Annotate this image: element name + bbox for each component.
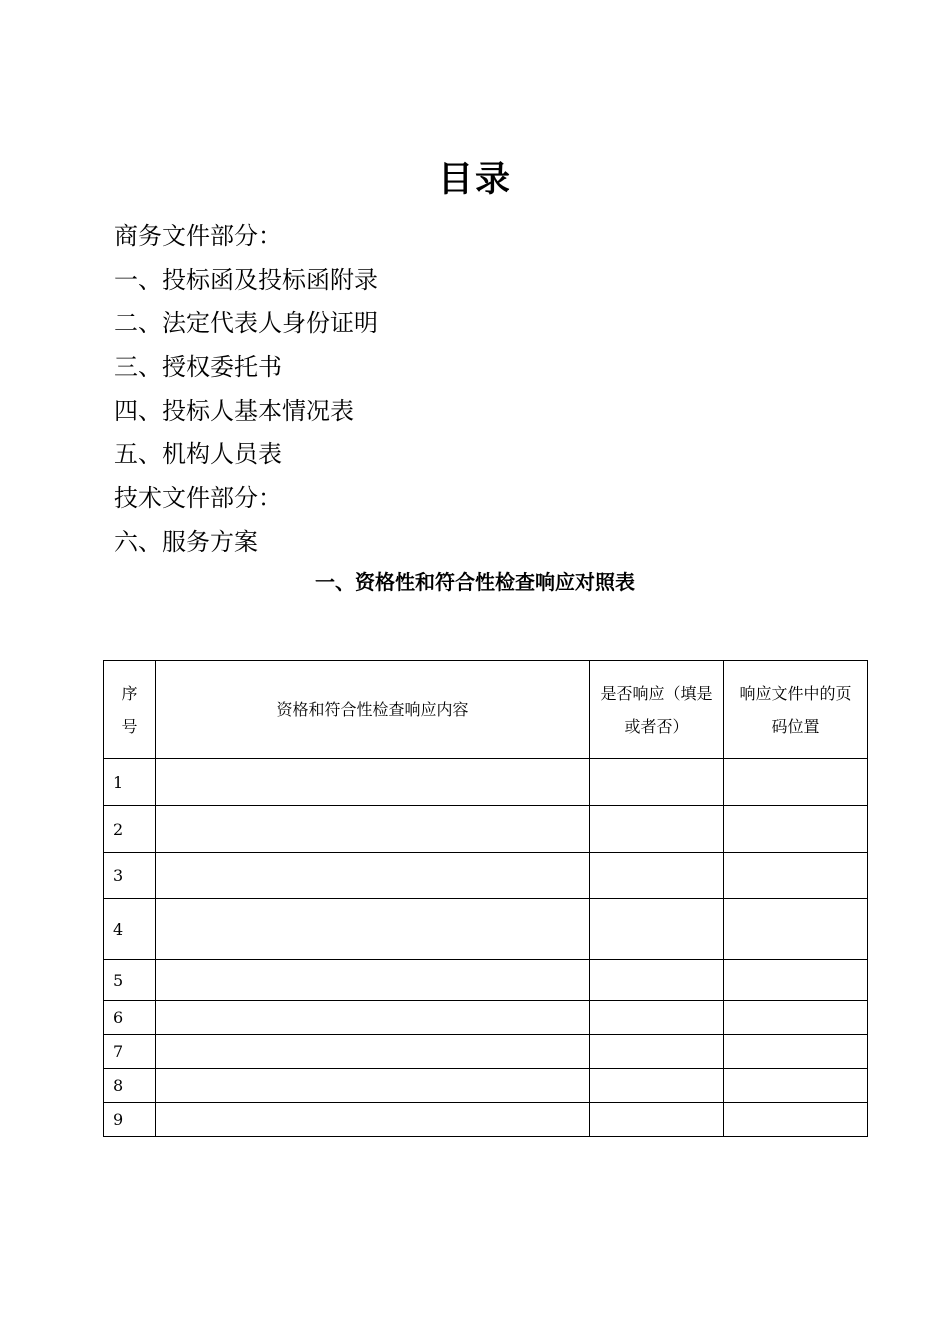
header-content: 资格和符合性检查响应内容 (156, 661, 590, 759)
toc-item-service-plan: 六、服务方案 (114, 527, 258, 556)
table-row (104, 806, 868, 853)
table-row (104, 853, 868, 899)
header-seq-label: 序号 (121, 683, 138, 736)
row-page-cell[interactable] (724, 1001, 868, 1035)
row-content-cell[interactable] (156, 960, 590, 1001)
row-seq: 7 (104, 1035, 156, 1069)
table-header-row (104, 661, 868, 759)
row-content-cell[interactable] (156, 1069, 590, 1103)
row-response-cell[interactable] (590, 1035, 724, 1069)
row-content-cell[interactable] (156, 899, 590, 960)
row-seq: 3 (104, 853, 156, 899)
row-page-cell[interactable] (724, 853, 868, 899)
row-content-cell[interactable] (156, 759, 590, 806)
row-seq: 1 (104, 759, 156, 806)
table-row (104, 1103, 868, 1137)
row-response-cell[interactable] (590, 1103, 724, 1137)
header-response: 是否响应（填是或者否） (590, 661, 724, 759)
row-seq: 6 (104, 1001, 156, 1035)
table-row (104, 1001, 868, 1035)
row-response-cell[interactable] (590, 1001, 724, 1035)
toc-item-technical-section: 技术文件部分： (114, 484, 282, 513)
table-row (104, 899, 868, 960)
row-response-cell[interactable] (590, 1069, 724, 1103)
compliance-check-table (103, 660, 868, 1137)
row-page-cell[interactable] (724, 960, 868, 1001)
row-response-cell[interactable] (590, 853, 724, 899)
toc-item-staff-table: 五、机构人员表 (114, 440, 282, 469)
row-page-cell[interactable] (724, 1103, 868, 1137)
table-row (104, 1069, 868, 1103)
toc-item-bid-letter: 一、投标函及投标函附录 (114, 265, 378, 294)
row-seq: 2 (104, 806, 156, 853)
row-response-cell[interactable] (590, 759, 724, 806)
row-page-cell[interactable] (724, 1069, 868, 1103)
row-page-cell[interactable] (724, 806, 868, 853)
table-row (104, 759, 868, 806)
row-response-cell[interactable] (590, 960, 724, 1001)
row-page-cell[interactable] (724, 759, 868, 806)
row-seq: 9 (104, 1103, 156, 1137)
table-row (104, 1035, 868, 1069)
row-content-cell[interactable] (156, 1103, 590, 1137)
table-row (104, 960, 868, 1001)
row-page-cell[interactable] (724, 899, 868, 960)
row-response-cell[interactable] (590, 806, 724, 853)
row-seq: 8 (104, 1069, 156, 1103)
row-seq: 5 (104, 960, 156, 1001)
header-seq (104, 661, 156, 759)
section-heading: 一、资格性和符合性检查响应对照表 (315, 570, 635, 594)
row-response-cell[interactable] (590, 899, 724, 960)
row-content-cell[interactable] (156, 1035, 590, 1069)
row-page-cell[interactable] (724, 1035, 868, 1069)
row-content-cell[interactable] (156, 1001, 590, 1035)
page-title: 目录 (437, 160, 512, 200)
row-content-cell[interactable] (156, 806, 590, 853)
toc-item-business-section: 商务文件部分： (114, 222, 282, 250)
toc-item-bidder-info: 四、投标人基本情况表 (114, 396, 354, 425)
row-content-cell[interactable] (156, 853, 590, 899)
toc-item-legal-rep-id: 二、法定代表人身份证明 (114, 309, 378, 338)
header-page-position: 响应文件中的页码位置 (724, 661, 868, 759)
table-of-contents (114, 215, 378, 565)
row-seq: 4 (104, 899, 156, 960)
toc-item-power-of-attorney: 三、授权委托书 (114, 353, 282, 382)
